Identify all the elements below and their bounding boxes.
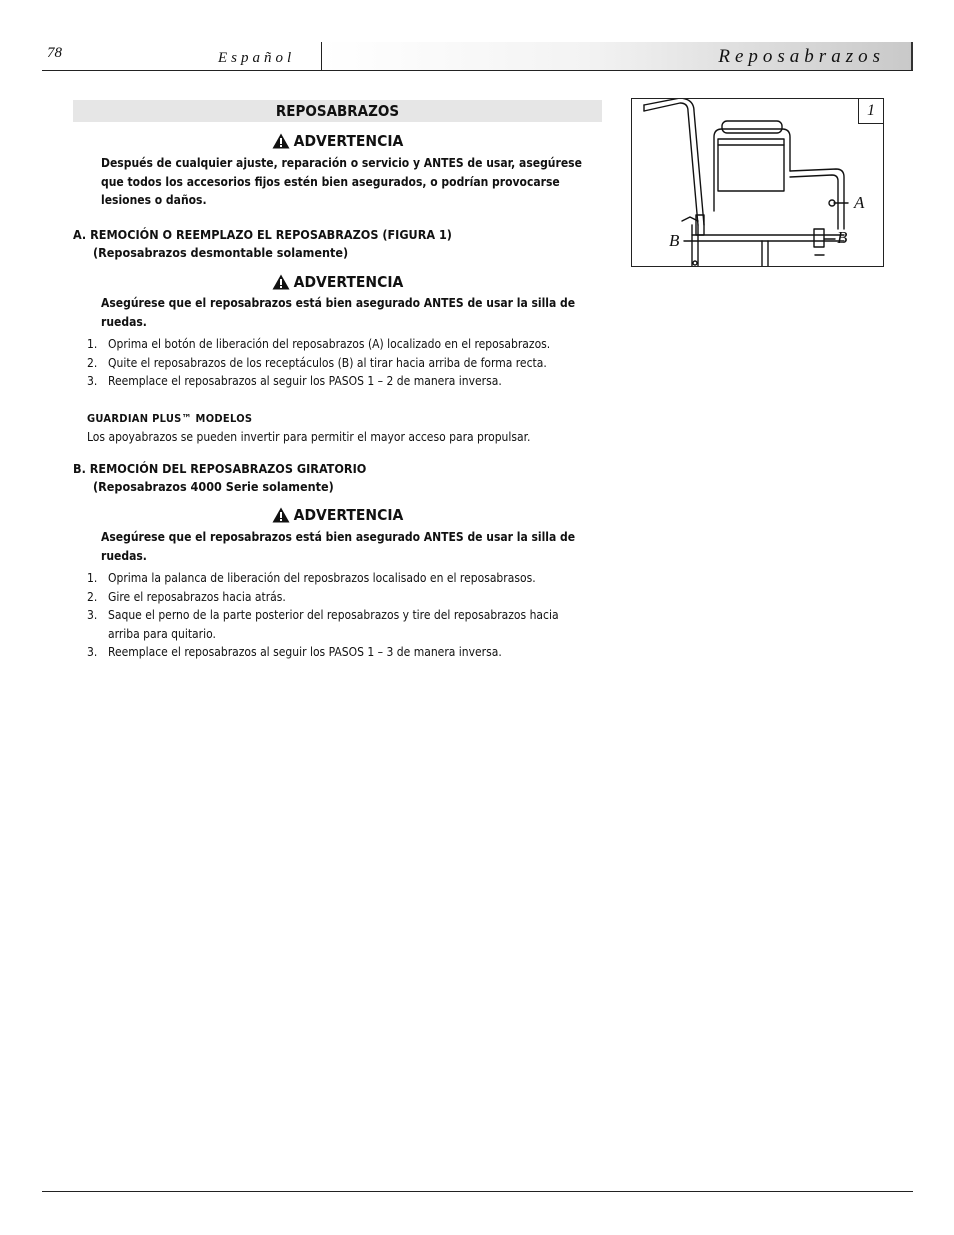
step-text: Quite el reposabrazos de los receptáculos (B) al tirar hacia arriba de forma recta. (108, 355, 547, 370)
warning-triangle-icon (272, 133, 290, 149)
warning-text: Después de cualquier ajuste, reparación o servicio y ANTES de usar, asegúrese que todos los accesorios fijos estén bien asegurados, o podrían provocarse lesiones o daños. (101, 156, 582, 207)
language-label: Español (218, 50, 296, 66)
section-a-heading (73, 226, 452, 262)
warning-heading (73, 506, 602, 524)
warning-triangle-icon (272, 274, 290, 290)
warning-heading-text: ADVERTENCIA (293, 273, 404, 291)
section-banner (322, 42, 913, 70)
step-text: Oprima la palanca de liberación del reposbrazos localisado en el reposabrasos. (108, 571, 536, 585)
guardian-text: Los apoyabrazos se pueden invertir para permitir el mayor acceso para propulsar. (87, 430, 531, 444)
warning-triangle-icon (272, 507, 290, 523)
warning-text: Asegúrese que el reposabrazos está bien asegurado ANTES de usar la silla de ruedas. (101, 296, 576, 329)
step-number: 3. (87, 645, 98, 660)
step-text: Saque el perno de la parte posterior del reposabrazos y tire del reposabrazos hacia arriba para quitario. (108, 608, 559, 641)
callout-label-b-left: B (669, 231, 680, 250)
section-a-title: A. REMOCIÓN O REEMPLAZO EL REPOSABRAZOS (FIGURA 1) (73, 227, 452, 242)
step-text: Gire el reposabrazos hacia atrás. (108, 589, 286, 604)
guardian-heading: GUARDIAN PLUS™ MODELOS (87, 412, 253, 425)
list-item (87, 372, 587, 391)
footer-rule (42, 1191, 913, 1192)
callout-label-a: A (854, 193, 865, 212)
step-number: 3. (87, 374, 98, 389)
section-label: Reposabrazos (718, 46, 885, 67)
warning-heading (73, 273, 602, 291)
warning-text: Asegúrese que el reposabrazos está bien asegurado ANTES de usar la silla de ruedas. (101, 530, 576, 563)
section-a-steps (87, 335, 587, 391)
list-item (87, 354, 587, 373)
section-b-steps (87, 569, 587, 662)
figure-1 (631, 98, 884, 267)
step-number: 3. (87, 608, 98, 623)
page-number: 78 (47, 45, 62, 61)
list-item (87, 643, 587, 662)
section-b-heading (73, 460, 366, 496)
step-number: 2. (87, 589, 98, 604)
step-number: 1. (87, 337, 98, 351)
step-text: Reemplace el reposabrazos al seguir los PASOS 1 – 3 de manera inversa. (108, 645, 502, 660)
step-number: 1. (87, 571, 98, 585)
section-b-title: B. REMOCIÓN DEL REPOSABRAZOS GIRATORIO (73, 461, 367, 476)
figure-number: 1 (858, 98, 884, 124)
section-b-subtitle: (Reposabrazos 4000 Serie solamente) (93, 479, 334, 494)
list-item (87, 606, 587, 643)
step-number: 2. (87, 355, 98, 370)
header-rule (42, 70, 913, 71)
list-item (87, 335, 587, 354)
page-title: REPOSABRAZOS (73, 100, 602, 122)
warning-heading-text: ADVERTENCIA (293, 132, 404, 150)
section-a-subtitle: (Reposabrazos desmontable solamente) (93, 245, 349, 260)
step-text: Reemplace el reposabrazos al seguir los PASOS 1 – 2 de manera inversa. (108, 374, 502, 389)
list-item (87, 569, 587, 588)
warning-heading (73, 132, 602, 150)
step-text: Oprima el botón de liberación del reposabrazos (A) localizado en el reposabrazos. (108, 337, 551, 351)
callout-label-b-right: B (837, 228, 848, 247)
list-item (87, 588, 587, 607)
warning-heading-text: ADVERTENCIA (293, 506, 404, 524)
